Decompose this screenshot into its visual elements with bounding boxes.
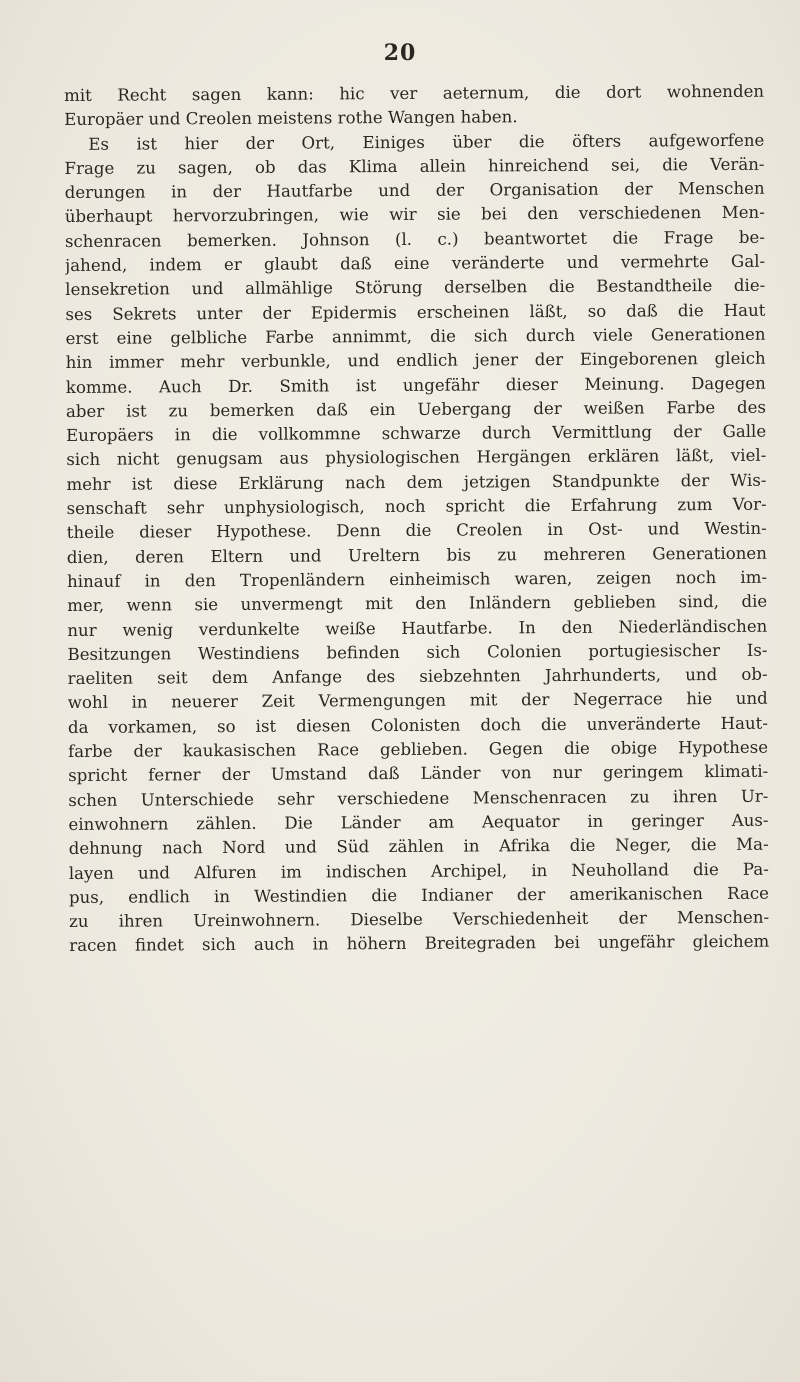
text-line: dehnung nach Nord und Süd zählen in Afrika die Neger, die Ma- [68,834,769,859]
text-line: schen Unterschiede sehr verschiedene Menschenracen zu ihren Ur- [68,786,769,810]
text-line: mehr ist diese Erklärung nach dem jetzigen Standpunkte der Wis- [66,470,767,494]
text-line: Besitzungen Westindiens befinden sich Colonien portugiesischer Is- [67,640,768,664]
text-line: spricht ferner der Umstand daß Länder von nur geringem klimati- [68,762,769,786]
text-line: jahend, indem er glaubt daß eine veränderte und vermehrte Gal- [65,251,766,276]
text-line: pus, endlich in Westindien die Indianer der amerikanischen Race [68,883,770,907]
text-line: layen und Alfuren im indischen Archipel, in Neuholland die Pa- [68,859,769,883]
text-line: wohl in neuerer Zeit Vermengungen mit der Negerrace hie und [67,689,768,713]
text-line: mer, wenn sie unvermengt mit den Inländern geblieben sind, die [67,591,768,616]
text-line: senschaft sehr unphysiologisch, noch spricht die Erfahrung zum Vor- [66,494,767,519]
body-text [64,80,769,959]
text-line: hinauf in den Tropenländern einheimisch waren, zeigen noch im- [66,567,768,591]
text-line: dien, deren Eltern und Ureltern bis zu mehreren Generationen [66,543,767,567]
text-line: hin immer mehr verbunkle, und endlich jener der Eingeborenen gleich [65,348,766,373]
text-line: komme. Auch Dr. Smith ist ungefähr dieser Meinung. Dagegen [65,373,766,397]
text-line: ses Sekrets unter der Epidermis erscheinen läßt, so daß die Haut [65,300,766,324]
text-line: Es ist hier der Ort, Einiges über die öfters aufgeworfene [88,130,765,154]
text-line: einwohnern zählen. Die Länder am Aequator in geringer Aus- [68,810,769,834]
text-line: racen findet sich auch in höhern Breitegraden bei ungefähr gleichem [69,932,770,956]
text-line: sich nicht genugsam aus physiologischen Hergängen erklären läßt, viel- [66,446,767,470]
text-line: Frage zu sagen, ob das Klima allein hinreichend sei, die Verän- [64,154,765,178]
text-line: farbe der kaukasischen Race geblieben. Gegen die obige Hypothese [68,737,769,762]
text-line: derungen in der Hautfarbe und der Organisation der Menschen [64,178,765,203]
page-number: 20 [383,40,417,66]
text-line: aber ist zu bemerken daß ein Uebergang der weißen Farbe des [65,397,767,421]
text-line: erst eine gelbliche Farbe annimmt, die sich durch viele Generationen [65,324,766,348]
text-line: nur wenig verdunkelte weiße Hautfarbe. In den Niederländischen [67,616,768,640]
text-line: mit Recht sagen kann: hic ver aeternum, die dort wohnenden [64,81,765,105]
text-line: theile dieser Hypothese. Denn die Creolen in Ost- und Westin- [66,519,767,543]
text-line: raeliten seit dem Anfange des siebzehnten Jahrhunderts, und ob- [67,664,768,689]
text-line: Europäers in die vollkommne schwarze durch Vermittlung der Galle [66,421,767,446]
text-line: zu ihren Ureinwohnern. Dieselbe Verschiedenheit der Menschen- [69,907,770,932]
text-line: schenracen bemerken. Johnson (l. c.) beantwortet die Frage be- [64,227,766,251]
text-line: da vorkamen, so ist diesen Colonisten doch die unveränderte Haut- [67,713,768,737]
text-line: überhaupt hervorzubringen, wie wir sie bei den verschiedenen Men- [64,203,765,227]
text-line: Europäer und Creolen meistens rothe Wangen haben. [64,107,518,130]
text-line: lensekretion und allmählige Störung derselben die Bestandtheile die- [65,276,766,300]
